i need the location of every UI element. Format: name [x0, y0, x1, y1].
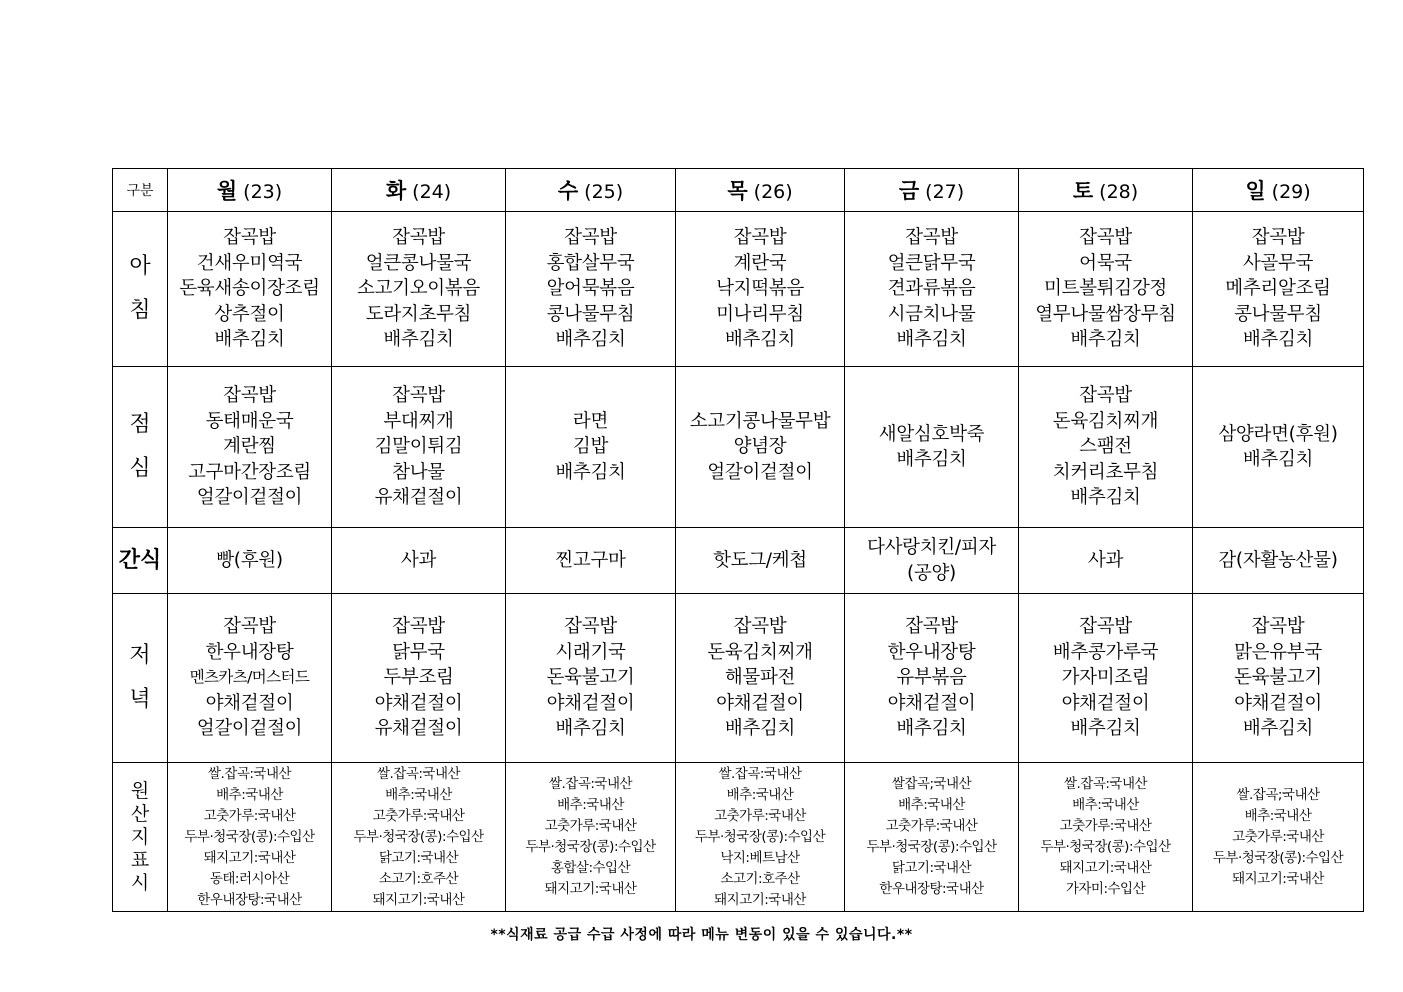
- origin-item: 배추:국내산: [726, 786, 794, 803]
- dinner-cell: [506, 594, 676, 763]
- dinner-menu-item: 한우내장탕: [205, 641, 294, 663]
- snack-cell: [332, 528, 506, 594]
- dinner-menu-item: 잡곡밥: [905, 616, 958, 638]
- breakfast-menu-item: 콩나물무침: [1234, 303, 1322, 325]
- snack-menu-item: 찐고구마: [555, 549, 626, 571]
- lunch-cell: [1193, 367, 1364, 528]
- day-date: (24): [412, 181, 452, 203]
- origin-item: 배추:국내산: [385, 786, 452, 803]
- lunch-menu-item: 부대찌개: [383, 410, 454, 432]
- origin-row: [113, 763, 1364, 912]
- snack-cell: [168, 528, 332, 594]
- lunch-menu-item: 라면: [572, 410, 609, 432]
- lunch-cell: [845, 367, 1019, 528]
- dinner-cell: [1019, 594, 1193, 763]
- breakfast-menu-item: 알어묵볶음: [546, 278, 635, 300]
- snack-menu-item: 사과: [1087, 549, 1124, 571]
- breakfast-menu-item: 잡곡밥: [905, 227, 958, 249]
- dinner-menu-item: 한우내장탕: [887, 641, 976, 663]
- dinner-menu-item: 배추김치: [896, 718, 967, 740]
- snack-menu-item: 감(자활농산물): [1218, 549, 1338, 571]
- breakfast-cell: [845, 212, 1019, 367]
- lunch-menu-item: 계란찜: [223, 436, 276, 458]
- origin-label-char: 원: [130, 779, 150, 802]
- breakfast-cell: [676, 212, 845, 367]
- dinner-menu-item: 얼갈이겉절이: [196, 718, 303, 740]
- origin-item: 두부·청국장(콩):수입산: [866, 839, 997, 855]
- origin-item: 배추:국내산: [216, 786, 283, 803]
- day-header: [845, 169, 1019, 212]
- day-date: (23): [243, 181, 283, 203]
- snack-label: 간식: [113, 528, 168, 594]
- dinner-menu-item: 야채겉절이: [1061, 692, 1150, 714]
- origin-cell: [332, 763, 506, 912]
- breakfast-menu-item: 상추절이: [214, 303, 285, 325]
- lunch-label-top: 점: [129, 412, 151, 437]
- breakfast-cell: [168, 212, 332, 367]
- lunch-cell: [506, 367, 676, 528]
- weekly-menu-table: [112, 168, 1364, 912]
- origin-item: 돼지고기:국내산: [372, 891, 465, 908]
- dinner-menu-item: 멘츠카츠/머스터드: [189, 668, 310, 687]
- dinner-menu-item: 시래기국: [555, 641, 626, 663]
- breakfast-menu-item: 어묵국: [1079, 252, 1132, 274]
- origin-item: 고춧가루:국내산: [885, 818, 978, 834]
- breakfast-menu-item: 배추김치: [555, 329, 626, 351]
- origin-item: 두부·청국장(콩):수입산: [694, 828, 826, 845]
- day-name: 화: [385, 179, 407, 203]
- breakfast-menu-item: 도라지초무침: [365, 303, 472, 325]
- breakfast-menu-item: 열무나물쌈장무침: [1035, 303, 1176, 325]
- origin-item: 한우내장탕:국내산: [879, 881, 984, 897]
- breakfast-menu-item: 계란국: [733, 252, 787, 274]
- breakfast-menu-item: 얼큰콩나물국: [365, 252, 472, 274]
- dinner-cell: [332, 594, 506, 763]
- lunch-menu-item: 잡곡밥: [223, 385, 276, 407]
- lunch-menu-item: 배추김치: [555, 461, 626, 483]
- origin-item: 한우내장탕:국내산: [197, 891, 302, 908]
- dinner-label-top: 저: [129, 643, 151, 668]
- origin-label: [113, 763, 168, 912]
- day-header: [168, 169, 332, 212]
- day-header: [332, 169, 506, 212]
- lunch-menu-item: 양념장: [733, 436, 787, 458]
- origin-item: 돼지고기:국내산: [544, 881, 637, 897]
- day-name: 토: [1072, 179, 1094, 203]
- lunch-menu-item: 얼갈이겉절이: [196, 487, 303, 509]
- origin-item: 고춧가루:국내산: [544, 818, 637, 834]
- dinner-menu-item: 야채겉절이: [374, 692, 463, 714]
- snack-cell: [676, 528, 845, 594]
- origin-label-char: 시: [130, 871, 150, 894]
- lunch-cell: [676, 367, 845, 528]
- breakfast-menu-item: 콩나물무침: [546, 303, 635, 325]
- origin-item: 배추:국내산: [898, 797, 965, 813]
- origin-item: 고춧가루:국내산: [714, 807, 806, 824]
- dinner-menu-item: 닭무국: [392, 641, 445, 663]
- lunch-menu-item: 얼갈이겉절이: [707, 461, 813, 483]
- breakfast-cell: [332, 212, 506, 367]
- lunch-menu-item: 배추김치: [1242, 449, 1314, 470]
- breakfast-cell: [506, 212, 676, 367]
- lunch-menu-item: 배추김치: [1070, 487, 1141, 509]
- origin-item: 두부·청국장(콩):수입산: [525, 839, 656, 855]
- breakfast-menu-item: 소고기오이볶음: [357, 278, 480, 300]
- origin-item: 홍합살:수입산: [550, 860, 631, 876]
- origin-item: 닭고기:국내산: [378, 849, 459, 866]
- origin-item: 두부·청국장(콩):수입산: [1212, 849, 1344, 866]
- snack-menu-item: 다사랑치킨/피자: [867, 537, 996, 558]
- breakfast-menu-item: 얼큰닭무국: [887, 252, 976, 274]
- snack-menu-item: 빵(후원): [216, 549, 283, 571]
- snack-row: [113, 528, 1364, 594]
- menu-change-notice: **식재료 공급 수급 사정에 따라 메뉴 변동이 있을 수 있습니다.**: [490, 927, 913, 943]
- dinner-row: [113, 594, 1364, 763]
- day-header: [506, 169, 676, 212]
- origin-item: 쌀.잡곡:국내산: [207, 765, 292, 782]
- origin-item: 두부·청국장(콩):수입산: [353, 828, 484, 845]
- breakfast-label: [113, 212, 168, 367]
- breakfast-menu-item: 배추김치: [1070, 329, 1141, 351]
- lunch-menu-item: 배추김치: [896, 449, 967, 470]
- day-name: 목: [727, 179, 748, 203]
- dinner-menu-item: 야채겉절이: [887, 692, 976, 714]
- origin-item: 소고기:호주산: [378, 870, 459, 887]
- breakfast-menu-item: 잡곡밥: [733, 227, 787, 249]
- breakfast-label-bottom: 침: [129, 298, 151, 323]
- dinner-menu-item: 두부조림: [383, 667, 454, 689]
- origin-item: 돼지고기:국내산: [1232, 870, 1324, 887]
- breakfast-row: [113, 212, 1364, 367]
- lunch-menu-item: 김밥: [572, 436, 609, 458]
- breakfast-menu-item: 돈육새송이장조림: [179, 278, 320, 300]
- lunch-menu-item: 잡곡밥: [1079, 385, 1132, 407]
- breakfast-label-top: 아: [129, 254, 151, 279]
- day-name: 수: [557, 179, 579, 203]
- breakfast-menu-item: 견과류볶음: [887, 278, 976, 300]
- day-header: [1193, 169, 1364, 212]
- lunch-menu-item: 스팸전: [1079, 436, 1132, 458]
- dinner-menu-item: 야채겉절이: [205, 692, 294, 714]
- origin-item: 쌀.잡곡;국내산: [1236, 786, 1320, 803]
- origin-item: 고춧가루:국내산: [203, 807, 296, 824]
- lunch-label: [113, 367, 168, 528]
- dinner-menu-item: 배추김치: [724, 718, 796, 740]
- dinner-label-bottom: 녁: [129, 687, 151, 712]
- breakfast-cell: [1193, 212, 1364, 367]
- origin-item: 고춧가루:국내산: [372, 807, 465, 824]
- origin-cell: [1193, 763, 1364, 912]
- dinner-cell: [676, 594, 845, 763]
- breakfast-menu-item: 낙지떡볶음: [716, 278, 804, 300]
- breakfast-menu-item: 메추리알조림: [1225, 278, 1331, 300]
- dinner-menu-item: 맑은유부국: [1234, 641, 1322, 663]
- day-name: 일: [1245, 179, 1266, 203]
- lunch-menu-item: 동태매운국: [205, 410, 294, 432]
- origin-item: 쌀.잡곡:국내산: [1063, 776, 1148, 792]
- header-row: [113, 169, 1364, 212]
- day-date: (25): [584, 181, 624, 203]
- lunch-cell: [332, 367, 506, 528]
- lunch-menu-item: 치커리초무침: [1052, 461, 1159, 483]
- lunch-cell: [168, 367, 332, 528]
- breakfast-menu-item: 잡곡밥: [223, 227, 276, 249]
- snack-cell: [1193, 528, 1364, 594]
- breakfast-menu-item: 배추김치: [214, 329, 285, 351]
- lunch-menu-item: 삼양라면(후원): [1218, 423, 1338, 445]
- origin-cell: [845, 763, 1019, 912]
- dinner-menu-item: 돈육김치찌개: [707, 641, 813, 663]
- day-date: (26): [753, 181, 793, 203]
- lunch-menu-item: 새알심호박죽: [878, 423, 985, 445]
- dinner-menu-item: 잡곡밥: [392, 616, 445, 638]
- origin-item: 쌀.잡곡:국내산: [718, 765, 802, 782]
- lunch-menu-item: 김말이튀김: [374, 436, 463, 458]
- day-header: [676, 169, 845, 212]
- snack-menu-item: (공양): [907, 562, 956, 584]
- origin-item: 배추:국내산: [1072, 797, 1139, 813]
- lunch-cell: [1019, 367, 1193, 528]
- snack-cell: [1019, 528, 1193, 594]
- dinner-cell: [168, 594, 332, 763]
- lunch-menu-item: 돈육김치찌개: [1052, 410, 1159, 432]
- day-date: (28): [1099, 181, 1139, 203]
- origin-item: 두부·청국장(콩):수입산: [184, 828, 315, 845]
- snack-cell: [845, 528, 1019, 594]
- origin-label-char: 산: [130, 802, 150, 825]
- lunch-menu-item: 참나물: [392, 461, 445, 483]
- dinner-menu-item: 야채겉절이: [716, 692, 804, 714]
- dinner-menu-item: 유부볶음: [896, 667, 967, 689]
- origin-item: 가자미:수입산: [1065, 881, 1146, 897]
- lunch-menu-item: 고구마간장조림: [188, 461, 311, 483]
- snack-menu-item: 핫도그/케첩: [713, 549, 807, 571]
- origin-item: 동태:러시아산: [209, 870, 290, 887]
- dinner-menu-item: 돈육불고기: [1234, 667, 1322, 689]
- lunch-menu-item: 소고기콩나물무밥: [689, 410, 831, 432]
- breakfast-menu-item: 사골무국: [1242, 252, 1314, 274]
- breakfast-menu-item: 배추김치: [1242, 329, 1314, 351]
- origin-item: 배추:국내산: [557, 797, 624, 813]
- breakfast-menu-item: 홍합살무국: [546, 252, 635, 274]
- dinner-label: [113, 594, 168, 763]
- breakfast-menu-item: 배추김치: [724, 329, 796, 351]
- breakfast-menu-item: 시금치나물: [887, 303, 976, 325]
- origin-item: 고춧가루:국내산: [1232, 828, 1324, 845]
- dinner-menu-item: 가자미조림: [1061, 667, 1150, 689]
- dinner-menu-item: 배추김치: [1242, 718, 1314, 740]
- origin-item: 닭고기:국내산: [891, 860, 972, 876]
- breakfast-menu-item: 배추김치: [896, 329, 967, 351]
- origin-item: 쌀.잡곡:국내산: [548, 776, 633, 792]
- snack-menu-item: 사과: [400, 549, 437, 571]
- lunch-menu-item: 잡곡밥: [392, 385, 445, 407]
- origin-item: 낙지:베트남산: [720, 849, 800, 866]
- lunch-row: [113, 367, 1364, 528]
- dinner-menu-item: 잡곡밥: [223, 616, 276, 638]
- origin-label-char: 지: [130, 825, 150, 848]
- breakfast-menu-item: 잡곡밥: [1079, 227, 1132, 249]
- origin-item: 배추:국내산: [1244, 807, 1312, 824]
- origin-cell: [1019, 763, 1193, 912]
- gubun-header: 구분: [113, 169, 168, 212]
- breakfast-cell: [1019, 212, 1193, 367]
- day-header: [1019, 169, 1193, 212]
- origin-item: 소고기:호주산: [720, 870, 800, 887]
- origin-item: 쌀잡곡;국내산: [891, 776, 972, 792]
- lunch-label-bottom: 심: [129, 456, 151, 481]
- origin-item: 쌀.잡곡:국내산: [376, 765, 461, 782]
- day-name: 월: [216, 179, 238, 203]
- day-name: 금: [898, 179, 920, 203]
- breakfast-menu-item: 미트볼튀김강정: [1044, 278, 1167, 300]
- origin-item: 돼지고기:국내산: [1059, 860, 1152, 876]
- dinner-menu-item: 배추김치: [1070, 718, 1141, 740]
- breakfast-menu-item: 잡곡밥: [392, 227, 445, 249]
- breakfast-menu-item: 건새우미역국: [196, 252, 303, 274]
- origin-item: 고춧가루:국내산: [1059, 818, 1152, 834]
- dinner-menu-item: 돈육불고기: [546, 667, 635, 689]
- breakfast-menu-item: 잡곡밥: [1251, 227, 1305, 249]
- breakfast-menu-item: 미나리무침: [716, 303, 804, 325]
- lunch-menu-item: 유채겉절이: [374, 487, 463, 509]
- dinner-menu-item: 야채겉절이: [546, 692, 635, 714]
- dinner-menu-item: 잡곡밥: [733, 616, 787, 638]
- dinner-menu-item: 해물파전: [724, 667, 796, 689]
- origin-item: 돼지고기:국내산: [203, 849, 296, 866]
- dinner-menu-item: 유채겉절이: [374, 718, 463, 740]
- origin-item: 돼지고기:국내산: [714, 891, 806, 908]
- dinner-menu-item: 잡곡밥: [564, 616, 617, 638]
- origin-cell: [506, 763, 676, 912]
- dinner-menu-item: 배추콩가루국: [1052, 641, 1159, 663]
- day-date: (29): [1271, 181, 1311, 203]
- day-date: (27): [925, 181, 965, 203]
- breakfast-menu-item: 잡곡밥: [564, 227, 617, 249]
- dinner-menu-item: 잡곡밥: [1251, 616, 1305, 638]
- dinner-menu-item: 야채겉절이: [1234, 692, 1322, 714]
- origin-item: 두부·청국장(콩):수입산: [1040, 839, 1171, 855]
- snack-cell: [506, 528, 676, 594]
- dinner-cell: [1193, 594, 1364, 763]
- breakfast-menu-item: 배추김치: [383, 329, 454, 351]
- dinner-menu-item: 배추김치: [555, 718, 626, 740]
- origin-cell: [676, 763, 845, 912]
- origin-cell: [168, 763, 332, 912]
- dinner-menu-item: 잡곡밥: [1079, 616, 1132, 638]
- dinner-cell: [845, 594, 1019, 763]
- origin-label-char: 표: [130, 848, 150, 871]
